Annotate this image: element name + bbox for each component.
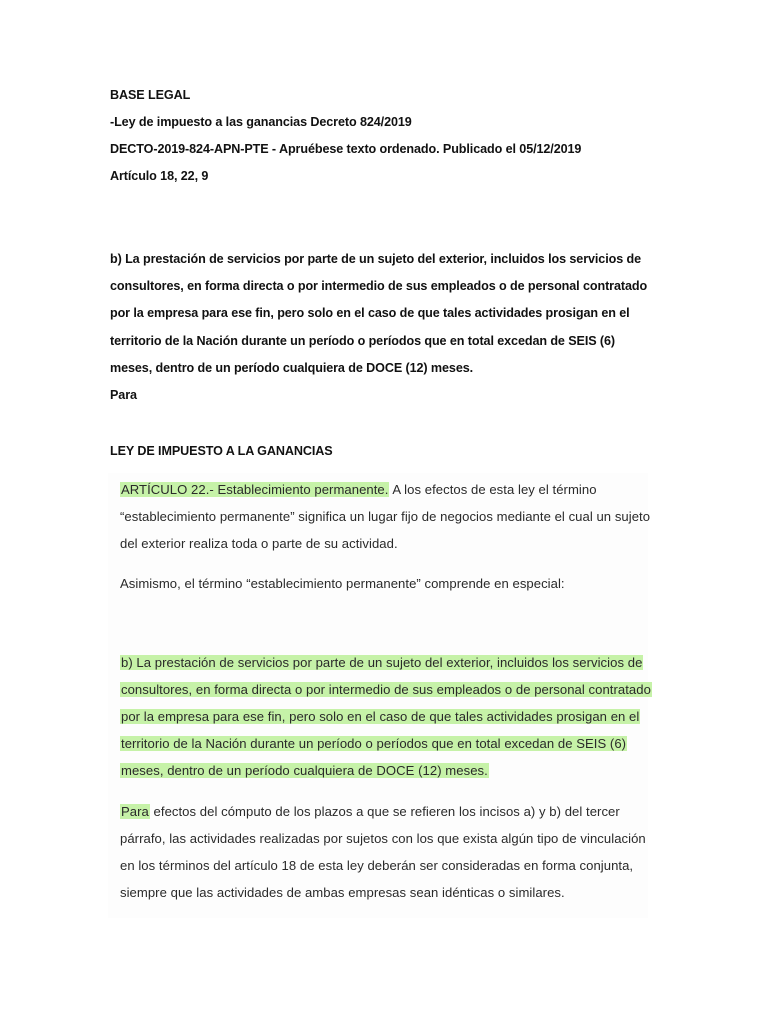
base-legal-heading: BASE LEGAL xyxy=(110,88,191,102)
articulos-line: Artículo 18, 22, 9 xyxy=(110,169,209,183)
paragraph-b-line-2: consultores, en forma directa o por intermedio de sus empleados o de personal contratado xyxy=(110,279,648,293)
decreto-line: DECTO-2019-824-APN-PTE - Apruébese texto ordenado. Publicado el 05/12/2019 xyxy=(110,142,582,156)
scanned-excerpt xyxy=(108,473,651,918)
paragraph-b-line-1: b) La prestación de servicios por parte de un sujeto del exterior, incluidos los servicios de xyxy=(110,252,641,266)
para-line-3: en los términos del artículo 18 de esta ley deberán ser consideradas en forma conjunta, xyxy=(120,858,634,873)
para-word: Para xyxy=(110,388,137,402)
paragraph-b-line-4: territorio de la Nación durante un período o períodos que en total excedan de SEIS (6) xyxy=(110,334,616,348)
art22-line-2: “establecimiento permanente” significa un lugar fijo de negocios mediante el cual un sujeto xyxy=(120,509,651,524)
para-line-2: párrafo, las actividades realizadas por sujetos con los que exista algún tipo de vinculación xyxy=(120,831,646,846)
art22-line-3: del exterior realiza toda o parte de su actividad. xyxy=(120,536,398,551)
art22-highlight: ARTÍCULO 22.- Establecimiento permanente. xyxy=(121,482,389,497)
ley-heading: LEY DE IMPUESTO A LA GANANCIAS xyxy=(110,444,333,458)
scan-b-line-5-text: meses, dentro de un período cualquiera de DOCE (12) meses. xyxy=(121,763,488,778)
scan-b-line-2 xyxy=(120,682,652,697)
scan-b-line-2-text: consultores, en forma directa o por intermedio de sus empleados o de personal contratado xyxy=(121,682,651,697)
scan-b-line-1-text: b) La prestación de servicios por parte de un sujeto del exterior, incluidos los servicios de xyxy=(121,655,643,670)
para-line-4: siempre que las actividades de ambas empresas sean idénticas o similares. xyxy=(120,885,565,900)
asimismo-line: Asimismo, el término “establecimiento permanente” comprende en especial: xyxy=(120,576,565,591)
para-line-1 xyxy=(120,804,620,819)
paragraph-b-line-3: por la empresa para ese fin, pero solo en el caso de que tales actividades prosigan en el xyxy=(110,306,630,320)
paragraph-b-line-5: meses, dentro de un período cualquiera de DOCE (12) meses. xyxy=(110,361,474,375)
scan-b-line-3 xyxy=(120,709,640,724)
para-highlight: Para xyxy=(121,804,149,819)
scan-b-line-4-text: territorio de la Nación durante un período o períodos que en total excedan de SEIS (6) xyxy=(121,736,627,751)
scan-b-line-5 xyxy=(120,763,489,778)
scan-b-line-3-text: por la empresa para ese fin, pero solo en el caso de que tales actividades prosigan en el xyxy=(121,709,640,724)
ley-line: -Ley de impuesto a las ganancias Decreto 824/2019 xyxy=(110,115,412,129)
art22-line-1 xyxy=(120,482,597,497)
para-rest: efectos del cómputo de los plazos a que se refieren los incisos a) y b) del tercer xyxy=(149,804,620,819)
art22-rest: A los efectos de esta ley el término xyxy=(389,482,597,497)
scan-b-line-1 xyxy=(120,655,643,670)
scan-b-line-4 xyxy=(120,736,627,751)
